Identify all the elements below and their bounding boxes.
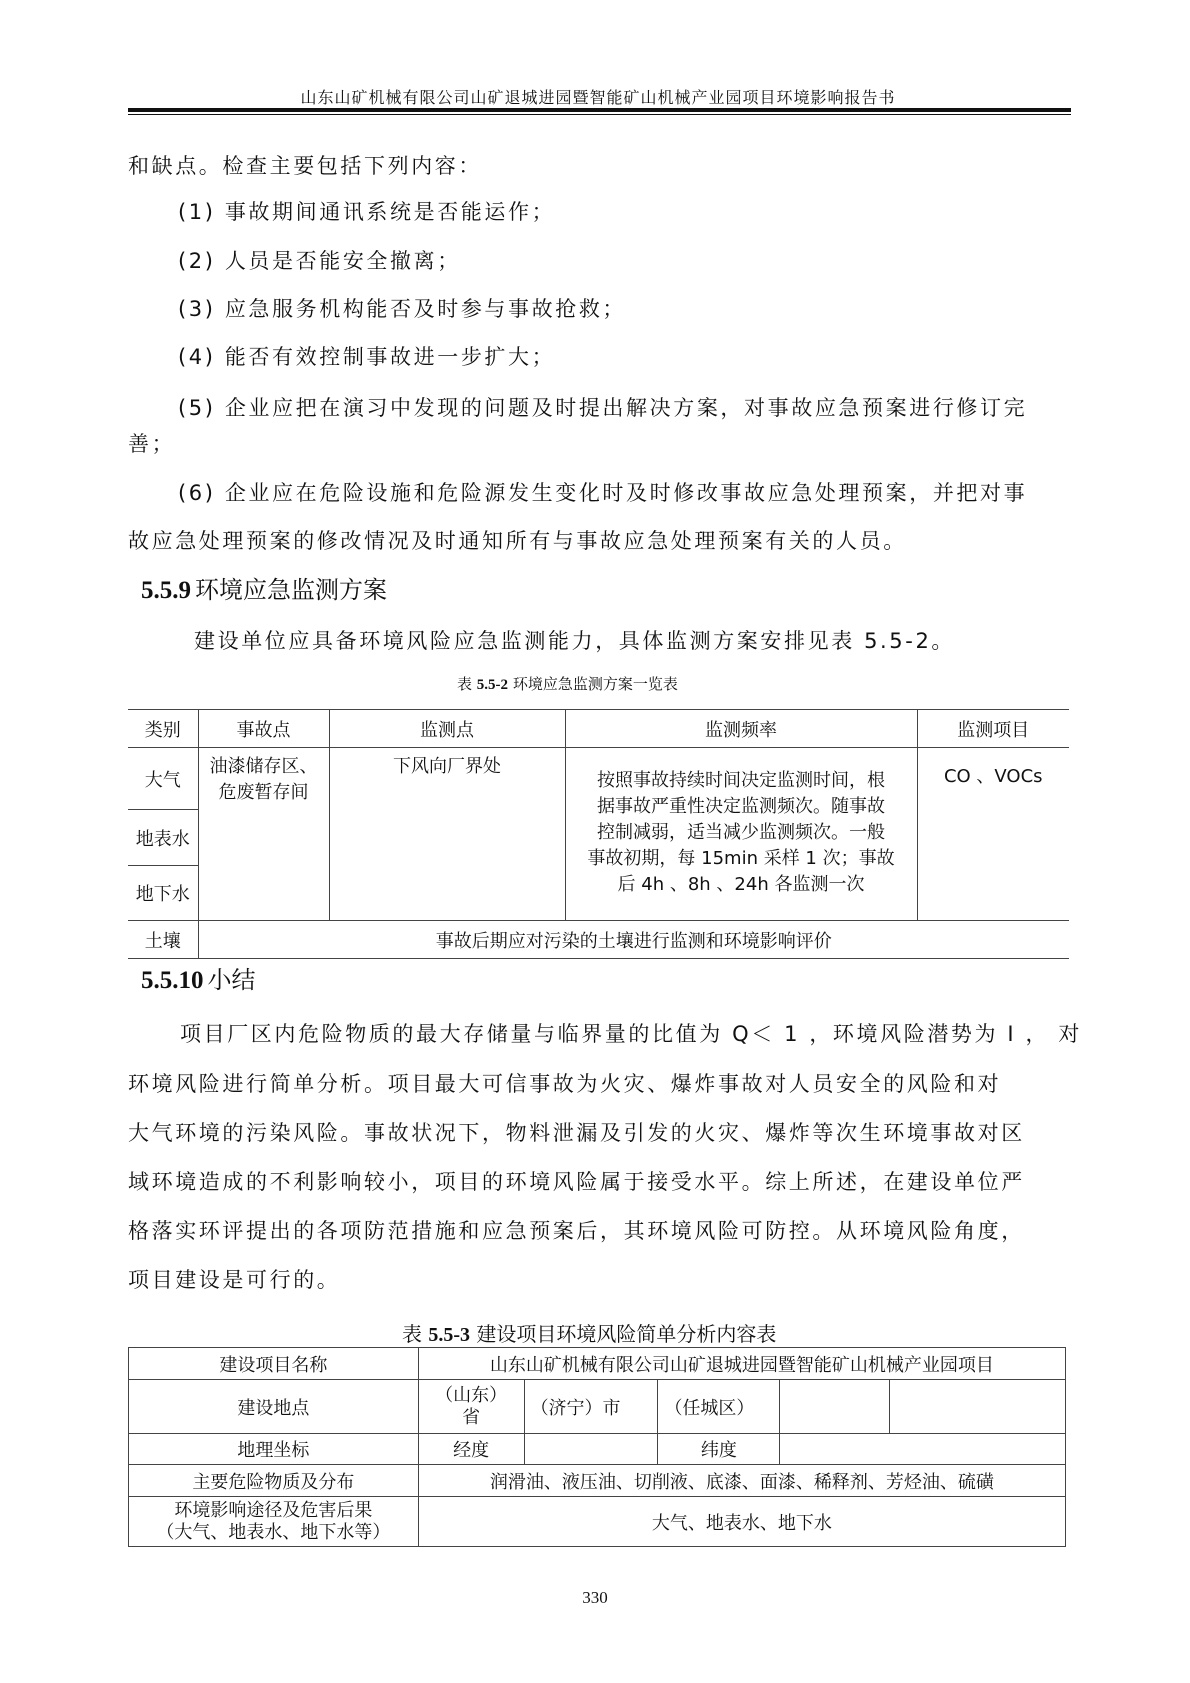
table-552-caption: 表 5.5-2 环境应急监测方案一览表: [457, 675, 678, 693]
table-row: [129, 1497, 1066, 1547]
category-cell: 土壤: [128, 921, 198, 959]
monitoring-plan-table: [128, 709, 1069, 959]
table-553-caption: 表 5.5-3 建设项目环境风险简单分析内容表: [402, 1322, 777, 1346]
longitude-label: 经度: [418, 1434, 524, 1465]
table-row: [129, 1380, 1066, 1434]
province-name: （山东）: [435, 1384, 508, 1406]
frequency-line: 控制减弱，适当减少监测频次。一般: [597, 822, 885, 843]
empty-cell: [780, 1380, 890, 1434]
header-rule-thick: [128, 108, 1071, 112]
category-cell: 地表水: [128, 810, 198, 866]
table-row: [129, 1465, 1066, 1497]
header-cell: 监测频率: [565, 710, 917, 748]
list-item-1: (1) 事故期间通讯系统是否能运作；: [178, 200, 556, 224]
category-cell: 大气: [128, 748, 198, 810]
empty-cell: [890, 1380, 1066, 1434]
page-header-title: 山东山矿机械有限公司山矿退城进园暨智能矿山机械产业园项目环境影响报告书: [300, 88, 896, 107]
summary-line: 环境风险进行简单分析。项目最大可信事故为火灾、爆炸事故对人员安全的风险和对: [128, 1072, 1002, 1096]
paragraph-line: 和缺点。检查主要包括下列内容：: [128, 154, 482, 178]
list-item-5: (5) 企业应把在演习中发现的问题及时提出解决方案，对事故应急预案进行修订完: [178, 396, 1028, 420]
row-label: 地理坐标: [129, 1434, 419, 1465]
frequency-line: 后 4h 、8h 、24h 各监测一次: [617, 874, 865, 895]
header-cell: 类别: [128, 710, 198, 748]
row-value: 山东山矿机械有限公司山矿退城进园暨智能矿山机械产业园项目: [418, 1348, 1065, 1380]
header-cell: 事故点: [198, 710, 329, 748]
row-label: [129, 1497, 419, 1547]
summary-line: 大气环境的污染风险。事故状况下，物料泄漏及引发的火灾、爆炸等次生环境事故对区: [128, 1121, 1025, 1145]
accident-point-cell: 油漆储存区、危废暂存间: [198, 748, 329, 921]
list-item-6-cont: 故应急处理预案的修改情况及时通知所有与事故应急处理预案有关的人员。: [128, 529, 907, 553]
section-heading-5510: 5.5.10 小结: [141, 966, 256, 994]
frequency-cell: [565, 748, 917, 921]
list-item-3: (3) 应急服务机构能否及时参与事故抢救；: [178, 297, 627, 321]
header-cell: 监测项目: [917, 710, 1069, 748]
summary-line: 项目厂区内危险物质的最大存储量与临界量的比值为 Q＜ 1 ，环境风险潜势为 Ⅰ ， 对: [180, 1022, 1082, 1046]
province-unit: 省: [462, 1406, 481, 1428]
row-label: 建设地点: [129, 1380, 419, 1434]
latitude-value: [780, 1434, 1066, 1465]
page-number: 330: [582, 1588, 608, 1607]
table-row: [128, 921, 1069, 959]
row-label-line: 环境影响途径及危害后果: [174, 1499, 373, 1521]
longitude-value: [524, 1434, 658, 1465]
city-cell: （济宁）市: [524, 1380, 658, 1434]
category-cell: 地下水: [128, 866, 198, 921]
latitude-label: 纬度: [658, 1434, 780, 1465]
row-value: 大气、地表水、地下水: [418, 1497, 1065, 1547]
table-row: [128, 748, 1069, 810]
district-cell: （任城区）: [658, 1380, 780, 1434]
monitor-items-cell: CO 、VOCs: [917, 748, 1069, 921]
header-cell: 监测点: [329, 710, 565, 748]
frequency-line: 按照事故持续时间决定监测时间，根: [597, 770, 885, 791]
summary-line: 项目建设是可行的。: [128, 1268, 341, 1292]
frequency-line: 据事故严重性决定监测频次。随事故: [597, 796, 885, 817]
row-label-line: （大气、地表水、地下水等）: [156, 1521, 391, 1543]
section-heading-559: 5.5.9 环境应急监测方案: [141, 576, 387, 604]
province-cell: [418, 1380, 524, 1434]
row-label: 建设项目名称: [129, 1348, 419, 1380]
header-rule-thin: [128, 114, 1071, 115]
risk-analysis-table: [128, 1347, 1066, 1547]
table-header-row: [128, 710, 1069, 748]
row-value: 润滑油、液压油、切削液、底漆、面漆、稀释剂、芳烃油、硫磺: [418, 1465, 1065, 1497]
list-item-6: (6) 企业应在危险设施和危险源发生变化时及时修改事故应急处理预案，并把对事: [178, 481, 1028, 505]
list-item-2: (2) 人员是否能安全撤离；: [178, 249, 461, 273]
table-row: [129, 1348, 1066, 1380]
table-row: [129, 1434, 1066, 1465]
frequency-line: 事故初期，每 15min 采样 1 次；事故: [587, 848, 895, 869]
section-559-intro: 建设单位应具备环境风险应急监测能力，具体监测方案安排见表 5.5-2。: [194, 629, 956, 653]
list-item-5-cont: 善；: [128, 432, 176, 456]
row-label: 主要危险物质及分布: [129, 1465, 419, 1497]
summary-line: 格落实环评提出的各项防范措施和应急预案后，其环境风险可防控。从环境风险角度，: [128, 1219, 1025, 1243]
summary-line: 域环境造成的不利影响较小，项目的环境风险属于接受水平。综上所述，在建设单位严: [128, 1170, 1025, 1194]
list-item-4: (4) 能否有效控制事故进一步扩大；: [178, 345, 556, 369]
monitor-point-cell: 下风向厂界处: [329, 748, 565, 921]
soil-note-cell: 事故后期应对污染的土壤进行监测和环境影响评价: [198, 921, 1069, 959]
